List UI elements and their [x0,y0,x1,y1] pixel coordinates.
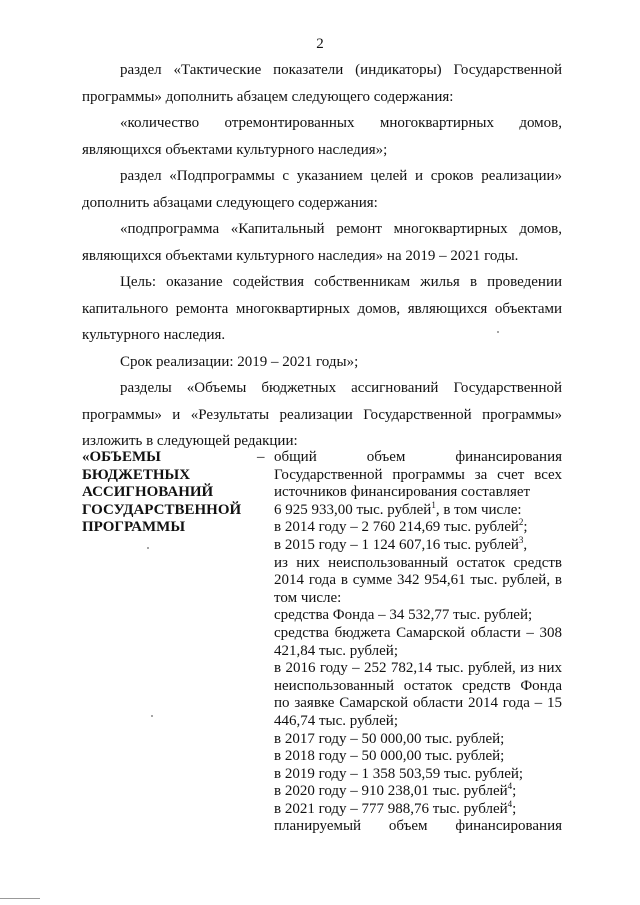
page-number: 2 [316,36,324,52]
paragraph-sections: разделы «Объемы бюджетных ассигнований Государственной программы» и «Результаты реализации Государственной программы» изложить в следующей редакции: [82,380,562,449]
year-2016: в 2016 году – 252 782,14 тыс. рублей, из них неиспользованный остаток средств Фонда по заявке Самарской области 2014 года – 15 446,74 тыс. рублей; [274,660,562,729]
year-2014: в 2014 году – 2 760 214,69 тыс. рублей$^2$; [274,517,528,536]
paragraph-tactical-indicators: раздел «Тактические показатели (индикаторы) Государственной программы» дополнить абзацем следующего содержания: [82,62,562,105]
year-2017: в 2017 году – 50 000,00 тыс. рублей; [274,730,505,747]
year-2019: в 2019 году – 1 358 503,59 тыс. рублей; [274,765,524,782]
paragraph-repaired-houses: «количество отремонтированных многоквартирных домов, являющихся объектами культурного наследия»; [82,115,562,158]
year-2021: в 2021 году – 777 988,76 тыс. рублей$^4$; [274,798,517,817]
left-line: «ОБЪЕМЫ [82,449,161,465]
left-line: АССИГНОВАНИЙ [82,484,214,501]
paragraph-term: Срок реализации: 2019 – 2021 годы»; [120,354,359,370]
paragraph-goal: Цель: оказание содействия собственникам жилья в проведении капитального ремонта многоквартирных домов, являющихся объектами культурного наследия. [82,274,562,343]
total-financing-amount: 6 925 933,00 тыс. рублей$^1$, в том числе: [274,499,522,518]
table-right-column [274,449,562,836]
paragraph-subprograms: раздел «Подпрограммы с указанием целей и сроков реализации» дополнить абзацами следующего содержания: [82,168,562,211]
year-2015: в 2015 году – 1 124 607,16 тыс. рублей$^3$, [274,534,528,553]
year-2018: в 2018 году – 50 000,00 тыс. рублей; [274,748,505,765]
total-financing-text: общий объем финансирования Государственной программы за счет всех источников финансирования составляет [274,449,562,501]
year-2020: в 2020 году – 910 238,01 тыс. рублей$^4$; [274,781,517,800]
table-dash: – [257,449,265,465]
fund-means: средства Фонда – 34 532,77 тыс. рублей; [274,607,533,624]
planned-financing: планируемый объем финансирования [274,818,562,835]
left-line: БЮДЖЕТНЫХ [82,466,191,483]
scan-speck [151,715,153,717]
paragraph-subprogram-title: «подпрограмма «Капитальный ремонт многоквартирных домов, являющихся объектами культурного наследия» на 2019 – 2021 годы. [82,221,562,264]
scan-edge-line [0,898,40,899]
unused-balance: из них неиспользованный остаток средств 2014 года в сумме 342 954,61 тыс. рублей, в том числе: [274,554,562,606]
regional-budget-means: средства бюджета Самарской области – 308 421,84 тыс. рублей; [274,624,562,659]
left-line: ГОСУДАРСТВЕННОЙ [82,501,242,518]
table-left-column [82,449,254,537]
left-line: ПРОГРАММЫ [82,519,186,536]
scan-speck [497,331,499,333]
scan-speck [147,547,149,549]
